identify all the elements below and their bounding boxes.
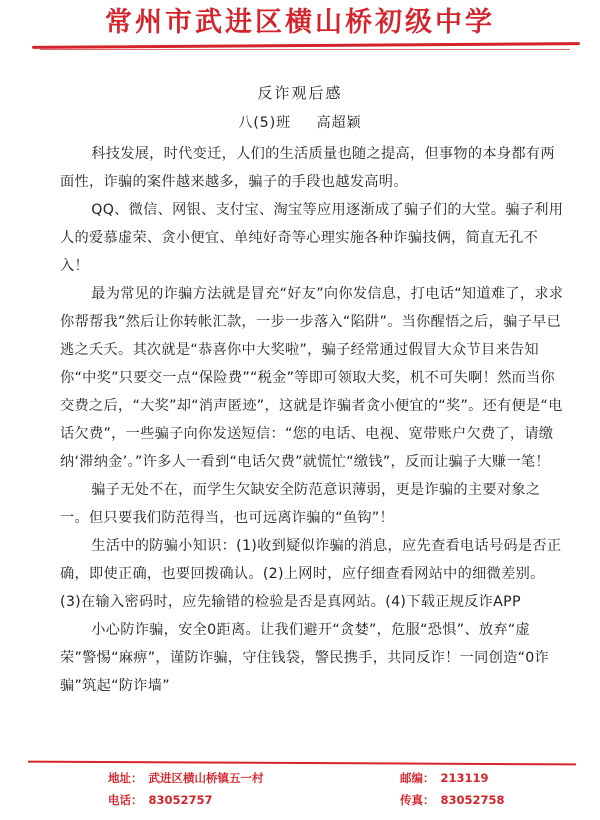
letterhead-divider [32, 42, 580, 49]
essay-body [60, 140, 565, 700]
essay-paragraph-5: 生活中的防骗小知识：(1)收到疑似诈骗的消息，应先查看电话号码是否正确，即使正确，也要回拨确认。(2)上网时，应仔细查看网站中的细微差别。(3)在输入密码时，应先输错的检验是否是真网站。(4)下载正规反诈APP [60, 538, 562, 610]
footer-postcode [400, 770, 489, 786]
essay-paragraph-1: 科技发展，时代变迁，人们的生活质量也随之提高，但事物的本身都有两面性，诈骗的案件越来越多，骗子的手段也越发高明。 [60, 146, 555, 190]
footer-postcode-value: 213119 [440, 771, 489, 785]
footer-fax-value: 83052758 [440, 793, 505, 807]
essay-paragraph-3: 最为常见的诈骗方法就是冒充“好友”向你发信息，打电话“知道难了，求求你帮帮我”然后让你转帐汇款，一步一步落入“陷阱”。当你醒悟之后，骗子早已逃之夭夭。其次就是“恭喜你中大奖啦”，骗子经常通过假冒大众节目来告知你“中奖”只要交一点“保险费”“税金”等即可领取大奖，机不可失啊！然而当你交费之后，“大奖”却“消声匿迹”，这就是诈骗者贪小便宜的“奖”。还有便是“电话欠费”，一些骗子向你发送短信：“您的电话、电视、宽带账户欠费了，请缴纳‘滞纳金’。”许多人一看到“电话欠费”就慌忙“缴钱”，反而让骗子大赚一笔！ [60, 286, 564, 470]
essay-author: 高超颖 [316, 115, 362, 131]
footer-address-value: 武进区横山桥镇五一村 [148, 771, 264, 785]
footer-phone [108, 792, 213, 808]
footer-postcode-label: 邮编： [400, 771, 435, 785]
essay-byline [0, 112, 600, 132]
footer-address [108, 770, 264, 786]
footer-fax-label: 传真： [400, 793, 435, 807]
essay-title: 反诈观后感 [257, 84, 343, 102]
essay-paragraph-6: 小心防诈骗，安全0距离。让我们避开“贪婪”，危服“恐惧”、放弃“虚荣”警惕“麻痹”，谨防诈骗，守住钱袋，警民携手，共同反诈！一同创造“0诈骗”筑起“防诈墙” [60, 622, 550, 694]
footer-address-label: 地址： [108, 771, 143, 785]
essay-paragraph-4: 骗子无处不在，而学生欠缺安全防范意识薄弱，更是诈骗的主要对象之一。但只要我们防范得当，也可远离诈骗的“鱼钩”！ [60, 482, 541, 526]
footer-phone-value: 83052757 [148, 793, 213, 807]
footer-divider [28, 761, 576, 766]
letterhead [0, 8, 600, 38]
letterhead-divider-thin [40, 49, 570, 50]
essay-class: 八(5)班 [238, 115, 292, 131]
footer-fax [400, 792, 505, 808]
school-name: 常州市武进区横山桥初级中学 [105, 7, 495, 38]
essay-paragraph-2: QQ、微信、网银、支付宝、淘宝等应用逐渐成了骗子们的大堂。骗子利用人的爱慕虚荣、贪小便宜、单纯好奇等心理实施各种诈骗技俩，简直无孔不入！ [60, 202, 564, 274]
footer-phone-label: 电话： [108, 793, 143, 807]
letterhead-footer [0, 766, 600, 816]
